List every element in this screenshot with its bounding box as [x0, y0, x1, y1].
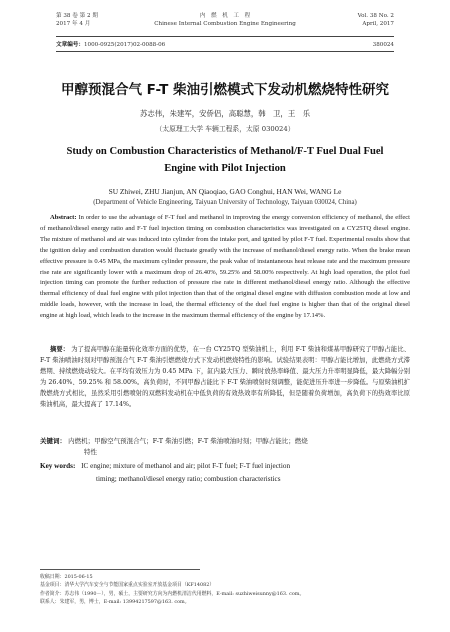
footnote-fund: 基金项目：清华大学汽车安全与节能国家重点实验室开放基金项目（KF14082）: [40, 582, 215, 589]
keywords-cn: [40, 436, 410, 458]
volume-issue-cn: 第 38 卷 第 2 期: [56, 13, 98, 19]
article-rule: [56, 51, 394, 52]
keywords-cn-label: 关键词：: [40, 437, 66, 445]
abstract-cn-label: 摘要：: [50, 346, 70, 353]
title-en: [40, 143, 410, 177]
authors-en: SU Zhiwei, ZHU Jianjun, AN Qiaoqiao, GAO Conghui, HAN Wei, WANG Le: [108, 187, 342, 196]
journal-volume-en: [358, 12, 394, 28]
header-rule: [56, 36, 394, 37]
journal-name: [56, 12, 394, 28]
footnote-contact: 联系人：朱建军，男，博士，E-mail: 13994217597@163. com。: [40, 599, 190, 606]
footnote-rule: [40, 569, 200, 570]
title-en-line-1: Study on Combustion Characteristics of Methanol/F-T Fuel Dual Fuel: [66, 146, 384, 157]
article-number-label: 文章编号：: [56, 42, 84, 48]
keywords-en-tail: timing; methanol/diesel energy ratio; combustion characteristics: [96, 474, 281, 483]
footnote-author-bio: 作者简介：苏志伟（1990－），男，硕士，主要研究方向为内燃机清洁代用燃料，E-mail: suzhiweisunny@163. com。: [40, 590, 305, 597]
keywords-cn-tail: 特性: [84, 448, 97, 456]
running-header: [56, 12, 394, 36]
abstract-en: [40, 213, 410, 322]
title-en-line-2: Engine with Pilot Injection: [164, 163, 286, 174]
article-number: 1000-0925(2017)02-0088-06: [83, 42, 166, 48]
journal-name-en: Chinese Internal Combustion Engine Engineering: [154, 21, 296, 27]
keywords-cn-text: 内燃机；甲醇空气预混合气；F-T 柴油引燃；F-T 柴油喷油时刻；甲醇占能比；燃烧: [68, 437, 308, 445]
volume-issue-en: Vol. 38 No. 2: [357, 13, 394, 19]
footnote-received: 收稿日期：2015-06-15: [40, 574, 93, 580]
abstract-en-label: Abstract:: [50, 214, 77, 221]
date-en: April, 2017: [362, 21, 394, 27]
authors-cn: 苏志伟，朱建军，安侨侣，高聪慧，韩 卫，王 乐: [140, 109, 310, 118]
footnotes: [40, 573, 420, 607]
abstract-en-text: In order to use the advantage of F-T fuel and methanol in improving the energy conversion efficiency of methanol, the effect of methanol/diesel energy ratio and F-T fuel injection timing on combustion characteristics was investigated on a CY25TQ diesel engine. The mixture of methanol and air was induced into cylinder from the intake port, and ignited by pilot F-T fuel. Experimental results show that the ignition delay and combustion duration would fluctuate greatly with the increase of methanol/diesel energy ratio. When the brake mean effective pressure is 0.45 MPa, the maximum cylinder pressure, the peak value of instantaneous heat release rate and the maximum pressure rise rate are significantly lower with a maximum drop of 26.40%, 59.25% and 58.00% respectively. At high load operation, the pilot fuel injection timing can promote the further reduction of pressure rise rate in different methanol/diesel energy ratio. Although the effective thermal efficiency of dual fuel engine with pilot injection than that of the original diesel engine with diffusion combustion mode at low and middle loads, however, with the increase in load, the thermal efficiency of the duel fuel engine is higher than that of the original diesel engine at high load, which leads to the increase in the maximum thermal efficiency of the engine by 17.14%.: [40, 214, 410, 320]
journal-name-cn: 内 燃 机 工 程: [199, 13, 251, 19]
title-cn: 甲醇预混合气 F-T 柴油引燃模式下发动机燃烧特性研究: [60, 82, 390, 98]
abstract-cn-text: 为了提高甲醇在能量转化效率方面的优势，在一台 CY25TQ 型柴油机上，利用 F-T 柴油和煤基甲醇研究了甲醇占能比、F-T 柴油喷油时刻对甲醇预混合气 F-T 柴油引燃燃烧方式下发动机燃烧特性的影响。试验结果表明：甲醇占能比增加，此燃烧方式滞燃期、持续燃烧动较大。在平均有效压力为 0.45 MPa 下，缸内最大压力、瞬时放热率峰值、最大压力升率明显降低，最大降幅分别为 26.40%、59.25% 和 58.00%。高负荷时，不同甲醇占能比下 F-T 柴油喷射时刻调整，能促进压升率进一步降低。与原柴油机扩散燃烧方式相比，虽然采用引燃喷射的双燃料发动机在中低负荷的有效热效率有所降低，但是随着负荷增加，高负荷下的热效率比原柴油机高，最大提高了 17.14%。: [40, 346, 411, 408]
keywords-en: [40, 460, 410, 485]
affiliation-en: (Department of Vehicle Engineering, Taiyuan University of Technology, Taiyuan 030024, China): [93, 199, 357, 206]
keywords-en-label: Key words:: [40, 462, 76, 470]
article-code: 380024: [372, 42, 394, 48]
keywords-en-text: IC engine; mixture of methanol and air; pilot F-T fuel; F-T fuel injection: [81, 462, 291, 470]
date-cn: 2017 年 4 月: [56, 21, 91, 27]
abstract-cn: [40, 345, 410, 410]
affiliation-cn: （太原理工大学 车辆工程系，太原 030024）: [155, 125, 295, 133]
